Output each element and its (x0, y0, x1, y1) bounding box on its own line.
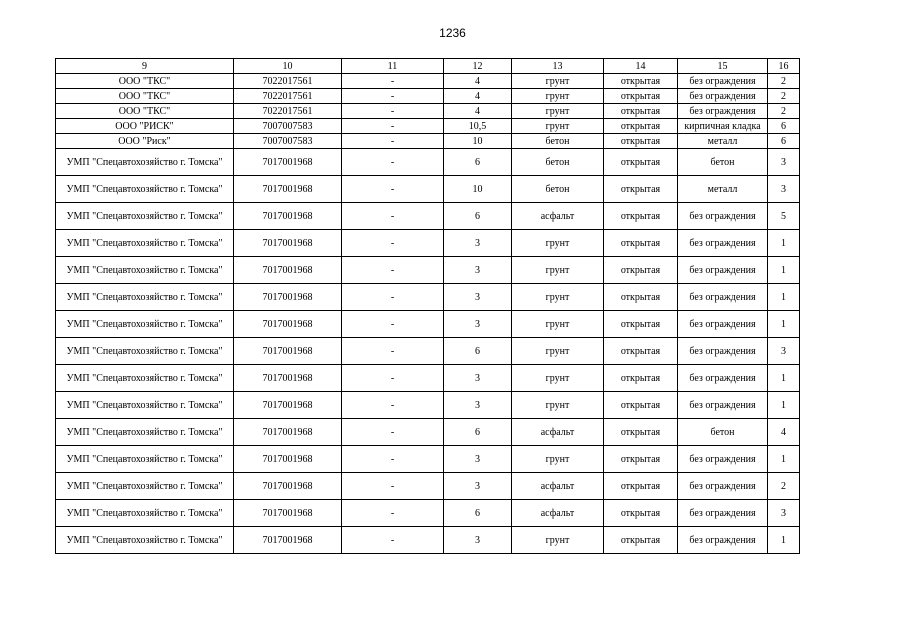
table-row (56, 134, 800, 149)
table-cell: - (342, 134, 444, 149)
table-cell: УМП "Спецавтохозяйство г. Томска" (56, 446, 234, 473)
table-cell: бетон (512, 176, 604, 203)
table-cell: без ограждения (678, 392, 768, 419)
table-cell: асфальт (512, 500, 604, 527)
table-cell: 7017001968 (234, 446, 342, 473)
table-row (56, 203, 800, 230)
table-cell: 2 (768, 74, 800, 89)
table-cell: открытая (604, 230, 678, 257)
table-cell: без ограждения (678, 446, 768, 473)
table-cell: 2 (768, 89, 800, 104)
table-cell: 1 (768, 311, 800, 338)
table-cell: грунт (512, 284, 604, 311)
table-cell: - (342, 230, 444, 257)
table-cell: открытая (604, 419, 678, 446)
table-cell: без ограждения (678, 89, 768, 104)
table-cell: 3 (444, 257, 512, 284)
table-row (56, 89, 800, 104)
table-cell: открытая (604, 203, 678, 230)
table-cell: 4 (444, 74, 512, 89)
table-cell: УМП "Спецавтохозяйство г. Томска" (56, 365, 234, 392)
table-cell: 7017001968 (234, 527, 342, 554)
table-cell: открытая (604, 392, 678, 419)
table-row (56, 176, 800, 203)
table-cell: открытая (604, 284, 678, 311)
table-cell: 4 (768, 419, 800, 446)
table-cell: 6 (444, 203, 512, 230)
table-cell: грунт (512, 311, 604, 338)
column-header: 9 (56, 59, 234, 74)
table-cell: открытая (604, 104, 678, 119)
table-cell: грунт (512, 257, 604, 284)
table-row (56, 311, 800, 338)
table-cell: 3 (444, 392, 512, 419)
table-cell: грунт (512, 446, 604, 473)
table-row (56, 446, 800, 473)
table-cell: 1 (768, 527, 800, 554)
table-cell: открытая (604, 257, 678, 284)
table-cell: - (342, 419, 444, 446)
table-cell: 1 (768, 365, 800, 392)
table-cell: открытая (604, 74, 678, 89)
table-header-row (56, 59, 800, 74)
table-cell: 6 (768, 134, 800, 149)
table-cell: открытая (604, 500, 678, 527)
table-cell: 3 (444, 473, 512, 500)
table-cell: 4 (444, 104, 512, 119)
table-cell: - (342, 203, 444, 230)
table-cell: без ограждения (678, 203, 768, 230)
table-cell: грунт (512, 119, 604, 134)
table-cell: без ограждения (678, 257, 768, 284)
table-cell: 3 (444, 230, 512, 257)
table-cell: без ограждения (678, 284, 768, 311)
table-cell: 7017001968 (234, 500, 342, 527)
table-cell: - (342, 257, 444, 284)
table-cell: открытая (604, 149, 678, 176)
table-cell: грунт (512, 74, 604, 89)
table-cell: - (342, 338, 444, 365)
table-cell: без ограждения (678, 74, 768, 89)
table-cell: 1 (768, 392, 800, 419)
table-cell: открытая (604, 365, 678, 392)
table-cell: - (342, 446, 444, 473)
table-cell: 3 (444, 284, 512, 311)
table-cell: - (342, 473, 444, 500)
table-cell: 7017001968 (234, 203, 342, 230)
table-cell: грунт (512, 89, 604, 104)
column-header: 13 (512, 59, 604, 74)
table-cell: грунт (512, 392, 604, 419)
column-header: 12 (444, 59, 512, 74)
table-cell: - (342, 176, 444, 203)
table-cell: 7022017561 (234, 89, 342, 104)
column-header: 14 (604, 59, 678, 74)
table-cell: 10,5 (444, 119, 512, 134)
table-cell: 3 (444, 365, 512, 392)
table-cell: - (342, 89, 444, 104)
table-cell: 7007007583 (234, 119, 342, 134)
table-cell: открытая (604, 119, 678, 134)
table-cell: 1 (768, 446, 800, 473)
table-cell: УМП "Спецавтохозяйство г. Томска" (56, 338, 234, 365)
table-cell: - (342, 311, 444, 338)
table-cell: 6 (444, 419, 512, 446)
table-cell: - (342, 119, 444, 134)
table-cell: открытая (604, 446, 678, 473)
table-cell: 6 (444, 149, 512, 176)
table-cell: без ограждения (678, 500, 768, 527)
table-cell: без ограждения (678, 527, 768, 554)
table-cell: 7022017561 (234, 104, 342, 119)
table-cell: без ограждения (678, 230, 768, 257)
table-cell: УМП "Спецавтохозяйство г. Томска" (56, 203, 234, 230)
table-cell: открытая (604, 89, 678, 104)
table-cell: УМП "Спецавтохозяйство г. Томска" (56, 284, 234, 311)
table-row (56, 527, 800, 554)
table-cell: грунт (512, 527, 604, 554)
table-cell: 7017001968 (234, 149, 342, 176)
table-cell: 1 (768, 230, 800, 257)
table-cell: бетон (678, 419, 768, 446)
table-cell: 4 (444, 89, 512, 104)
data-table (55, 58, 800, 554)
table-cell: 7017001968 (234, 419, 342, 446)
table-cell: 7017001968 (234, 230, 342, 257)
table-cell: ООО "ТКС" (56, 74, 234, 89)
table-cell: УМП "Спецавтохозяйство г. Томска" (56, 473, 234, 500)
table-cell: 3 (768, 176, 800, 203)
table-cell: 7007007583 (234, 134, 342, 149)
table-cell: УМП "Спецавтохозяйство г. Томска" (56, 149, 234, 176)
table-cell: 6 (444, 338, 512, 365)
table-cell: УМП "Спецавтохозяйство г. Томска" (56, 527, 234, 554)
table-cell: 2 (768, 104, 800, 119)
table-cell: грунт (512, 338, 604, 365)
column-header: 16 (768, 59, 800, 74)
table-cell: 3 (768, 149, 800, 176)
table-cell: 7017001968 (234, 257, 342, 284)
table-cell: - (342, 365, 444, 392)
table-cell: 3 (444, 527, 512, 554)
table-cell: кирпичная кладка (678, 119, 768, 134)
table-cell: УМП "Спецавтохозяйство г. Томска" (56, 500, 234, 527)
table-cell: открытая (604, 527, 678, 554)
table-cell: - (342, 284, 444, 311)
table-cell: 7017001968 (234, 338, 342, 365)
table-cell: - (342, 149, 444, 176)
table-cell: 1 (768, 257, 800, 284)
table-cell: 3 (768, 338, 800, 365)
table-cell: грунт (512, 230, 604, 257)
table-cell: - (342, 527, 444, 554)
table-cell: грунт (512, 104, 604, 119)
page-number: 1236 (439, 26, 466, 40)
table-cell: 7017001968 (234, 365, 342, 392)
table-cell: открытая (604, 134, 678, 149)
table-row (56, 500, 800, 527)
table-cell: без ограждения (678, 473, 768, 500)
table-cell: 6 (768, 119, 800, 134)
table-cell: металл (678, 134, 768, 149)
table-cell: 10 (444, 176, 512, 203)
column-header: 15 (678, 59, 768, 74)
table-cell: ООО "Риск" (56, 134, 234, 149)
table-row (56, 119, 800, 134)
table-cell: 6 (444, 500, 512, 527)
table-cell: 2 (768, 473, 800, 500)
table-cell: открытая (604, 473, 678, 500)
table-row (56, 473, 800, 500)
table-row (56, 74, 800, 89)
table-cell: УМП "Спецавтохозяйство г. Томска" (56, 176, 234, 203)
table-row (56, 149, 800, 176)
table-cell: открытая (604, 176, 678, 203)
table-cell: 7017001968 (234, 392, 342, 419)
table-cell: УМП "Спецавтохозяйство г. Томска" (56, 311, 234, 338)
table-cell: асфальт (512, 419, 604, 446)
column-header: 10 (234, 59, 342, 74)
table-cell: - (342, 392, 444, 419)
column-header: 11 (342, 59, 444, 74)
table-cell: 7017001968 (234, 311, 342, 338)
table-cell: бетон (512, 134, 604, 149)
table-cell: ООО "ТКС" (56, 104, 234, 119)
table-row (56, 257, 800, 284)
table-cell: открытая (604, 311, 678, 338)
table-cell: - (342, 104, 444, 119)
table-cell: 5 (768, 203, 800, 230)
table-cell: ООО "РИСК" (56, 119, 234, 134)
table-cell: 7017001968 (234, 284, 342, 311)
table-cell: УМП "Спецавтохозяйство г. Томска" (56, 419, 234, 446)
table-cell: без ограждения (678, 338, 768, 365)
table-cell: УМП "Спецавтохозяйство г. Томска" (56, 230, 234, 257)
table-cell: без ограждения (678, 365, 768, 392)
table-cell: 3 (444, 446, 512, 473)
table-row (56, 338, 800, 365)
table-cell: без ограждения (678, 104, 768, 119)
table-cell: 7017001968 (234, 473, 342, 500)
table-cell: 3 (444, 311, 512, 338)
table-cell: - (342, 74, 444, 89)
table-cell: асфальт (512, 473, 604, 500)
table-row (56, 230, 800, 257)
table-cell: - (342, 500, 444, 527)
table-row (56, 104, 800, 119)
table-cell: УМП "Спецавтохозяйство г. Томска" (56, 392, 234, 419)
table-cell: 3 (768, 500, 800, 527)
table-cell: открытая (604, 338, 678, 365)
table-cell: ООО "ТКС" (56, 89, 234, 104)
table-row (56, 284, 800, 311)
table-row (56, 419, 800, 446)
table-cell: без ограждения (678, 311, 768, 338)
table-cell: бетон (512, 149, 604, 176)
table-cell: металл (678, 176, 768, 203)
table-cell: бетон (678, 149, 768, 176)
table-cell: 10 (444, 134, 512, 149)
table-cell: 7022017561 (234, 74, 342, 89)
table-cell: грунт (512, 365, 604, 392)
table-cell: 7017001968 (234, 176, 342, 203)
table-row (56, 365, 800, 392)
table-cell: УМП "Спецавтохозяйство г. Томска" (56, 257, 234, 284)
table-row (56, 392, 800, 419)
table-cell: асфальт (512, 203, 604, 230)
table-cell: 1 (768, 284, 800, 311)
table-body (56, 74, 800, 554)
